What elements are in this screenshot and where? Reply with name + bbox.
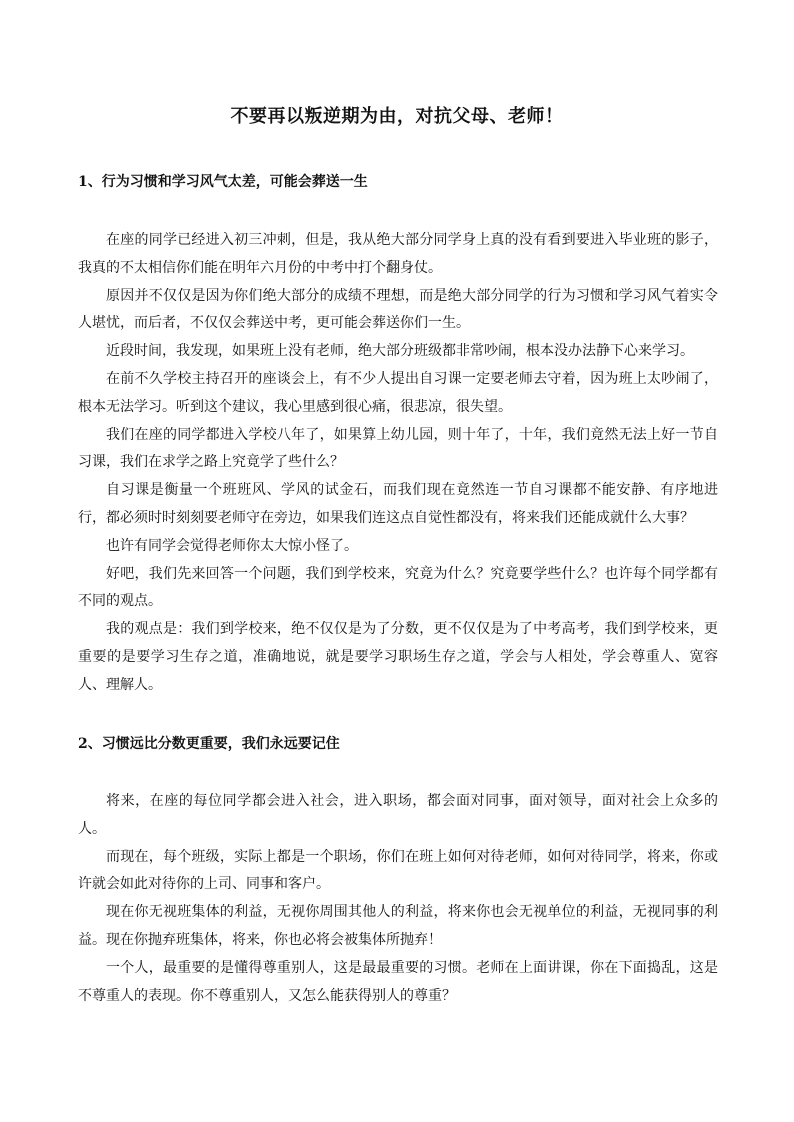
paragraph: 也许有同学会觉得老师你太大惊小怪了。 — [106, 537, 358, 554]
section-2-heading: 2、习惯远比分数更重要，我们永远要记住 — [78, 736, 340, 752]
paragraph: 一个人，最重要的是懂得尊重别人，这是最最重要的习惯。老师在上面讲课，你在下面捣乱，这是不尊重人的表现。你不尊重别人，又怎么能获得别人的尊重？ — [78, 959, 718, 1004]
paragraph: 近段时间，我发现，如果班上没有老师，绝大部分班级都非常吵闹，根本没办法静下心来学习。 — [106, 343, 694, 360]
paragraph: 我们在座的同学都进入学校八年了，如果算上幼儿园，则十年了，十年，我们竟然无法上好一节自习课，我们在求学之路上究竟学了些什么？ — [78, 426, 718, 471]
section-1-heading: 1、行为习惯和学习风气太差，可能会葬送一生 — [78, 174, 368, 190]
paragraph: 原因并不仅仅是因为你们绝大部分的成绩不理想，而是绝大部分同学的行为习惯和学习风气着实令人堪忧，而后者，不仅仅会葬送中考，更可能会葬送你们一生。 — [78, 287, 718, 332]
paragraph: 而现在，每个班级，实际上都是一个职场，你们在班上如何对待老师，如何对待同学，将来，你或许就会如此对待你的上司、同事和客户。 — [78, 848, 718, 893]
section-2-body — [78, 788, 718, 1010]
paragraph: 现在你无视班集体的利益，无视你周围其他人的利益，将来你也会无视单位的利益，无视同事的利益。现在你抛弃班集体，将来，你也必将会被集体所抛弃！ — [78, 904, 718, 948]
section-1-body — [78, 227, 718, 700]
paragraph: 在座的同学已经进入初三冲刺，但是，我从绝大部分同学身上真的没有看到要进入毕业班的影子，我真的不太相信你们能在明年六月份的中考中打个翻身仗。 — [78, 232, 718, 276]
paragraph: 我的观点是：我们到学校来，绝不仅仅是为了分数，更不仅仅是为了中考高考，我们到学校来，更重要的是要学习生存之道，准确地说，就是要学习职场生存之道，学会与人相处，学会尊重人、宽容人、理解人。 — [78, 621, 718, 693]
paragraph: 将来，在座的每位同学都会进入社会，进入职场，都会面对同事，面对领导，面对社会上众多的人。 — [78, 793, 718, 837]
document-title: 不要再以叛逆期为由，对抗父母、老师！ — [230, 106, 564, 127]
paragraph: 好吧，我们先来回答一个问题，我们到学校来，究竟为什么？究竟要学些什么？也许每个同学都有不同的观点。 — [78, 565, 718, 610]
paragraph: 自习课是衡量一个班班风、学风的试金石，而我们现在竟然连一节自习课都不能安静、有序地进行，都必须时时刻刻要老师守在旁边，如果我们连这点自觉性都没有，将来我们还能成就什么大事？ — [78, 482, 718, 526]
paragraph: 在前不久学校主持召开的座谈会上，有不少人提出自习课一定要老师去守着，因为班上太吵闹了，根本无法学习。听到这个建议，我心里感到很心痛，很悲凉，很失望。 — [78, 370, 718, 415]
